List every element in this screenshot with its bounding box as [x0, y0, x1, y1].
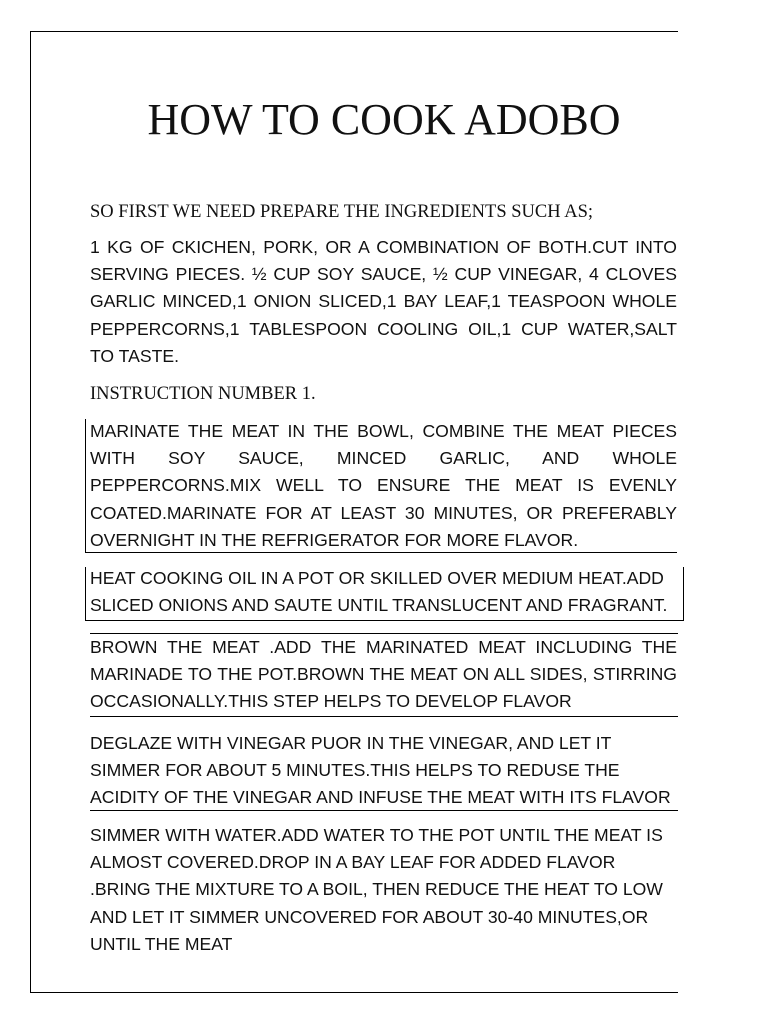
step-2-bottom-border	[85, 620, 684, 621]
step-3-bottom-rule	[90, 716, 678, 717]
document-title: HOW TO COOK ADOBO	[147, 95, 621, 144]
step-1-text: MARINATE THE MEAT IN THE BOWL, COMBINE THE MEAT PIECES WITH SOY SAUCE, MINCED GARLIC, AND WHOLE PEPPERCORNS.MIX WELL TO ENSURE THE MEAT IS EVENLY COATED.MARINATE FOR AT LEAST 30 MINUTES, OR PREFERABLY OVERNIGHT IN THE REFRIGERATOR FOR MORE FLAVOR.	[90, 421, 677, 550]
ingredients-list: 1 KG OF CKICHEN, PORK, OR A COMBINATION OF BOTH.CUT INTO SERVING PIECES. ½ CUP SOY SAUCE, ½ CUP VINEGAR, 4 CLOVES GARLIC MINCED,1 ONION SLICED,1 BAY LEAF,1 TEASPOON WHOLE PEPPERCORNS,1 TABLESPOON COOLING OIL,1 CUP WATER,SALT TO TASTE.	[90, 237, 677, 366]
step-4-text: DEGLAZE WITH VINEGAR PUOR IN THE VINEGAR, AND LET IT SIMMER FOR ABOUT 5 MINUTES.THIS HELPS TO REDUSE THE ACIDITY OF THE VINEGAR AND INFUSE THE MEAT WITH ITS FLAVOR	[90, 733, 671, 808]
step-4-bottom-rule	[90, 810, 678, 811]
instruction-heading: INSTRUCTION NUMBER 1.	[90, 384, 316, 404]
step-3-text: BROWN THE MEAT .ADD THE MARINATED MEAT INCLUDING THE MARINADE TO THE POT.BROWN THE MEAT ON ALL SIDES, STIRRING OCCASIONALLY.THIS STEP HELPS TO DEVELOP FLAVOR	[90, 637, 677, 712]
step-5-text: SIMMER WITH WATER.ADD WATER TO THE POT UNTIL THE MEAT IS ALMOST COVERED.DROP IN A BAY LEAF FOR ADDED FLAVOR .BRING THE MIXTURE TO A BOIL, THEN REDUCE THE HEAT TO LOW AND LET IT SIMMER UNCOVERED FOR ABOUT 30-40 MINUTES,OR UNTIL THE MEAT	[90, 825, 663, 954]
step-1-left-border	[85, 419, 86, 553]
step-2-left-border	[85, 567, 86, 621]
ingredients-intro: SO FIRST WE NEED PREPARE THE INGREDIENTS SUCH AS;	[90, 202, 593, 222]
step-2-text: HEAT COOKING OIL IN A POT OR SKILLED OVER MEDIUM HEAT.ADD SLICED ONIONS AND SAUTE UNTIL TRANSLUCENT AND FRAGRANT.	[90, 568, 668, 616]
step-2-right-border	[683, 567, 684, 621]
